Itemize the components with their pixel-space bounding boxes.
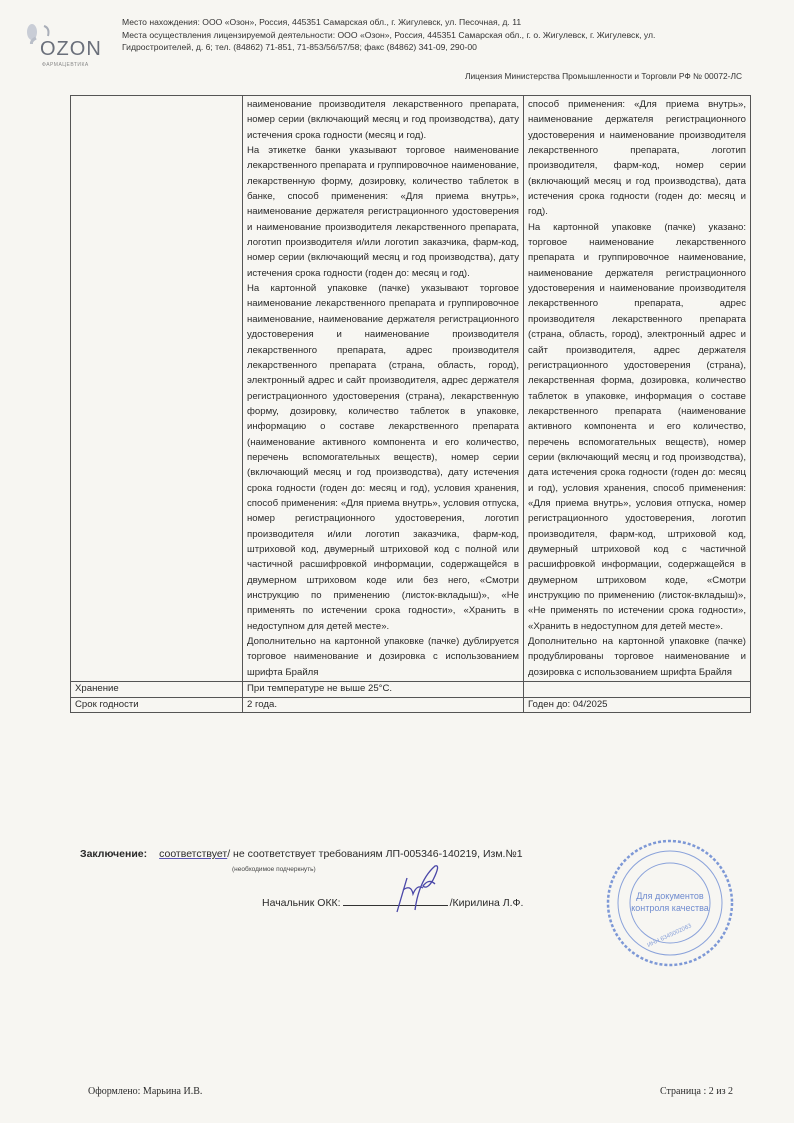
row-label	[71, 96, 243, 682]
row-label: Срок годности	[71, 697, 243, 713]
signer-position: Начальник ОКК:	[262, 897, 341, 909]
logo-subtext: ФАРМАЦЕВТИКА	[42, 62, 89, 68]
signer-name: /Кирилина Л.Ф.	[449, 897, 524, 909]
result-cell	[524, 682, 751, 698]
logo-text: OZON	[40, 38, 102, 60]
table-row	[71, 96, 751, 682]
result-cell: Годен до: 04/2025	[524, 697, 751, 713]
paragraph: На картонной упаковке (пачке) указано: торговое наименование лекарственного препарата и группировочное наименование, наименование держателя регистрационного удостоверения и наименование производителя лекарственного препарата, адрес производителя лекарственного препарата (страна, область, город), электронный адрес и сайт производителя, адрес держателя регистрационного удостоверения (страна), лекарственная форма, дозировка, количество таблеток в упаковке, информация о составе лекарственного препарата (наименование активного компонента и его количество, перечень вспомогательных веществ), номер серии (включающий месяц и год производства), дата истечения срока годности (годен до: месяц и год), условия хранения, способ применения: «Для приема внутрь», условия отпуска, номер регистрационного удостоверения, логотип производителя, фарм-код, штриховой код, двумерный штриховой код с частичной расшифровкой информации, содержащейся в двумерном штриховом коде, «Смотри инструкцию по применению (листок-вкладыш)», «Не применять по истечении срока годности», «Хранить в недоступном для детей месте».	[528, 221, 746, 632]
header-activity-address: Места осуществления лицензируемой деятельности: ООО «Озон», Россия, 445351 Самарская обл., г. о. Жигулевск, г. Жигулевск, ул.	[122, 29, 656, 40]
result-cell	[524, 96, 751, 682]
company-header	[122, 16, 762, 54]
stamp-text-2: контроля качества	[631, 903, 709, 913]
header-address: Место нахождения: ООО «Озон», Россия, 445351 Самарская обл., г. Жигулевск, ул. Песочная, д. 11	[122, 17, 522, 27]
conclusion-label: Заключение:	[80, 848, 148, 860]
header-contacts: Гидростроителей, д. 6; тел. (84862) 71-851, 71-853/56/57/58; факс (84862) 341-09, 290-00	[122, 42, 477, 52]
requirement-cell: При температуре не выше 25°С.	[243, 682, 524, 698]
requirement-cell	[243, 96, 524, 682]
table-row-shelf-life	[71, 697, 751, 713]
paragraph: На этикетке банки указывают торговое наименование лекарственного препарата и группировочное наименование, лекарственную форму, дозировку, количество таблеток в банке, способ применения: «Для приема внутрь», наименование держателя регистрационного удостоверения и наименование производителя лекарственного препарата, логотип производителя и/или логотип заказчика, фарм-код, номер серии (включающий месяц и год производства), дату истечения срока годности (годен до: месяц и год).	[247, 145, 519, 279]
table-row-storage	[71, 682, 751, 698]
requirement-cell: 2 года.	[243, 697, 524, 713]
conclusion-rest: / не соответствует требованиям ЛП-005346-140219, Изм.№1	[227, 848, 523, 860]
conclusion	[80, 848, 523, 860]
license-line: Лицензия Министерства Промышленности и Торговли РФ № 00072-ЛС	[465, 71, 742, 81]
conclusion-hint: (необходимое подчеркнуть)	[232, 866, 316, 873]
stamp-inn: ИНН 6345002063	[646, 923, 693, 949]
row-label: Хранение	[71, 682, 243, 698]
page-number: Страница : 2 из 2	[660, 1086, 734, 1097]
handwritten-signature	[385, 860, 455, 915]
paragraph: наименование производителя лекарственного препарата, номер серии (включающий месяц и год производства), дату истечения срока годности (месяц и год).	[247, 99, 519, 141]
paragraph: Дополнительно на картонной упаковке (пачке) дублируется торговое наименование и дозировка с использованием шрифта Брайля	[247, 636, 519, 678]
analysis-table	[70, 95, 751, 713]
prepared-by: Оформлено: Марьина И.В.	[88, 1086, 203, 1097]
paragraph: способ применения: «Для приема внутрь», наименование держателя регистрационного удостоверения и наименование производителя лекарственного препарата, логотип производителя, фарм-код, номер серии (включающий месяц и год производства), дата истечения срока годности (годен до: месяц и год).	[528, 99, 746, 218]
quality-control-stamp	[600, 833, 740, 973]
paragraph: Дополнительно на картонной упаковке (пачке) продублированы торговое наименование и дозировка с использованием шрифта Брайля	[528, 636, 746, 678]
company-logo	[22, 18, 112, 68]
conclusion-selected: соответствует	[159, 848, 228, 860]
paragraph: На картонной упаковке (пачке) указывают торговое наименование лекарственного препарата и группировочное наименование, наименование держателя регистрационного удостоверения и наименование производителя лекарственного препарата, адрес производителя лекарственного препарата (страна, область, город), электронный адрес и сайт производителя, адрес держателя регистрационного удостоверения (страна), лекарственную форму, дозировку, количество таблеток в упаковке, информацию о составе лекарственного препарата (наименование активного компонента и его количество, перечень вспомогательных веществ), номер серии (включающий месяц и год производства), дату истечения срока годности (годен до: месяц и год), условия хранения, способ применения: «Для приема внутрь», условия отпуска, номер регистрационного удостоверения, логотип производителя и/или логотип заказчика, фарм-код, штриховой код, двумерный штриховой код с полной или частичной расшифровкой информации, содержащейся в двумерном штриховом коде или без него, «Смотри инструкцию по применению (листок-вкладыш)», «Не применять по истечении срока годности», «Хранить в недоступном для детей месте».	[247, 283, 519, 632]
stamp-text-1: Для документов	[636, 891, 704, 901]
